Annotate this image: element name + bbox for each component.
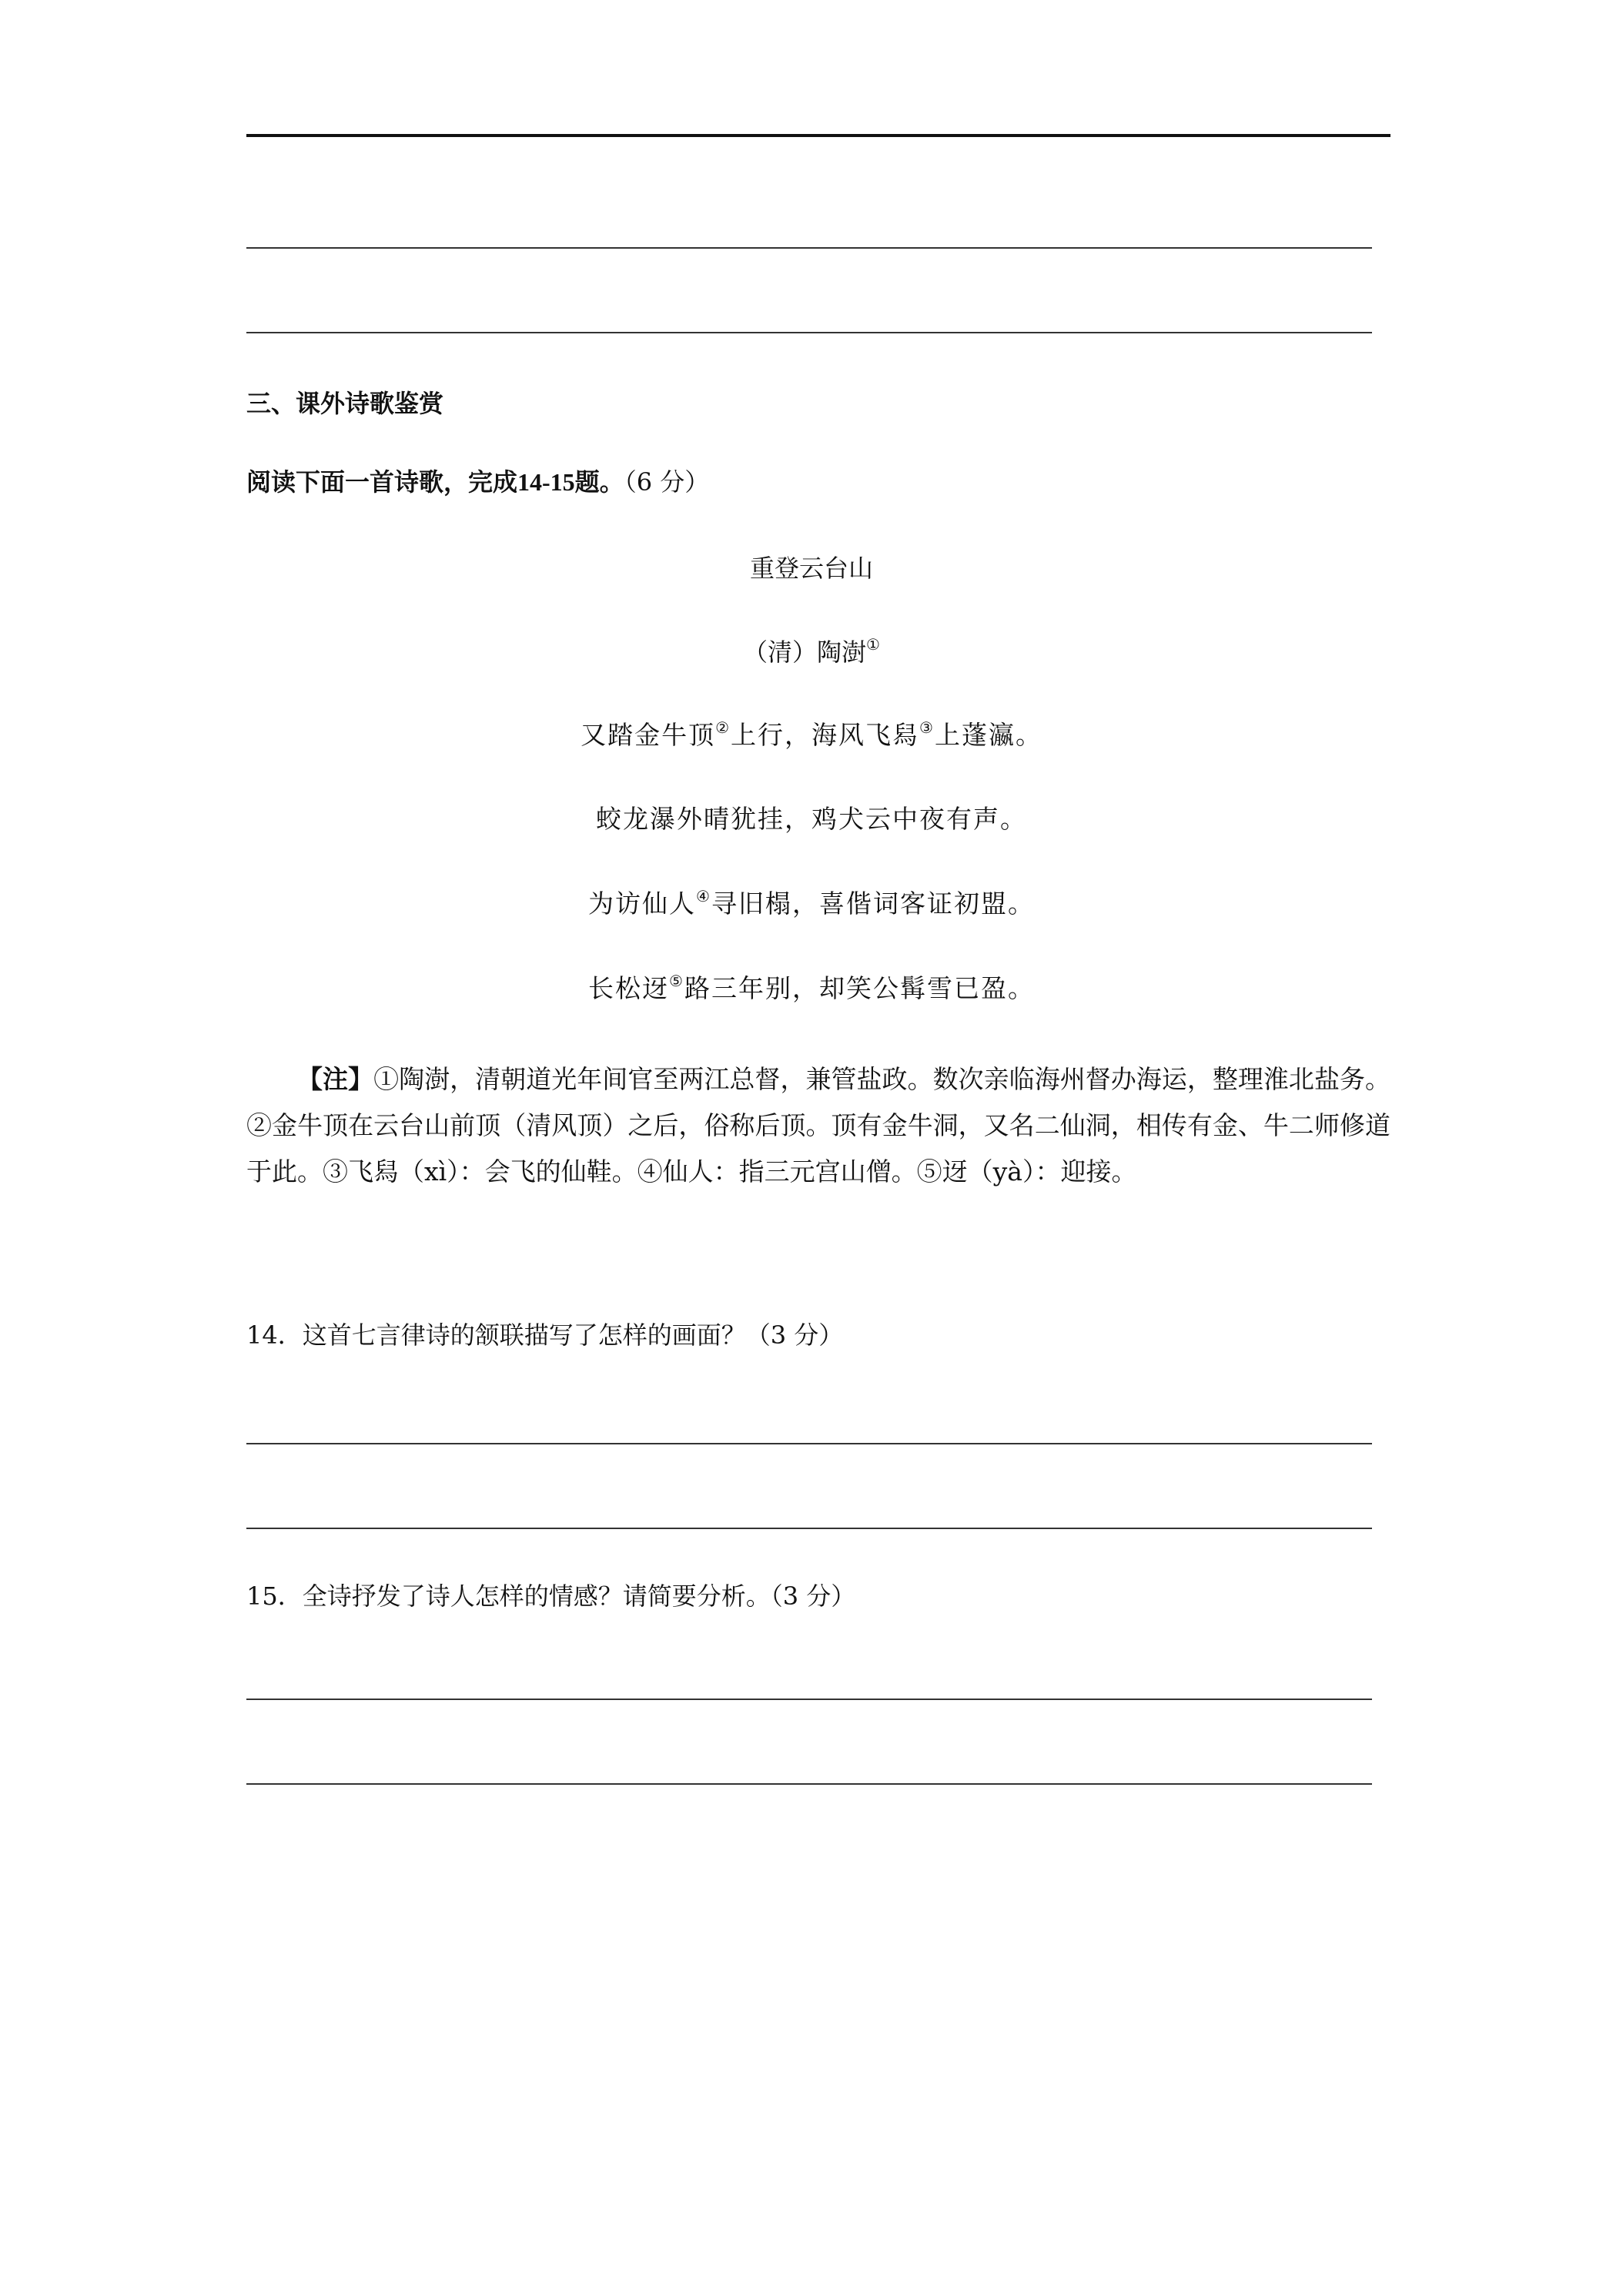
poem-author bbox=[0, 635, 1623, 669]
answer-line-top-2 bbox=[246, 247, 1372, 249]
answer-line-q14-1[interactable] bbox=[246, 1443, 1372, 1444]
instruction-text: 阅读下面一首诗歌，完成 bbox=[246, 467, 518, 497]
poem-line-3-note: ④ bbox=[696, 887, 711, 905]
instruction-range: 14-15 bbox=[517, 468, 575, 496]
poem-line-4-part-a: 长松迓 bbox=[588, 973, 670, 1003]
question-15 bbox=[246, 1579, 855, 1613]
poem-line-1-note-b: ③ bbox=[919, 718, 935, 737]
poem-line-4 bbox=[0, 972, 1623, 1006]
notes-text: ①陶澍，清朝道光年间官至两江总督，兼管盐政。数次亲临海州督办海运，整理淮北盐务。②金牛顶在云台山前顶（清风顶）之后，俗称后顶。顶有金牛洞，又名二仙洞，相传有金、牛二师修道于此。③飞舄（xì）：会飞的仙鞋。④仙人：指三元宫山僧。⑤迓（yà）：迎接。 bbox=[246, 1064, 1391, 1186]
question-14-text: 这首七言律诗的颔联描写了怎样的画面？（3 分） bbox=[302, 1320, 844, 1350]
section-instruction bbox=[246, 465, 709, 499]
poem-author-note-mark: ① bbox=[866, 635, 880, 654]
section-heading: 三、课外诗歌鉴赏 bbox=[246, 389, 444, 418]
answer-line-top-1 bbox=[246, 134, 1390, 137]
poem-line-3-part-a: 为访仙人 bbox=[588, 889, 697, 919]
question-15-number: 15． bbox=[246, 1581, 303, 1611]
poem-line-3 bbox=[0, 887, 1623, 921]
answer-line-top-3 bbox=[246, 332, 1372, 333]
poem-line-1-note-a: ② bbox=[715, 718, 731, 737]
answer-line-q15-1[interactable] bbox=[246, 1699, 1372, 1700]
poem-title: 重登云台山 bbox=[749, 554, 873, 583]
poem-line-1 bbox=[0, 718, 1623, 752]
poem-line-1-part-b: 上行，海风飞舄 bbox=[731, 720, 919, 750]
question-15-text: 全诗抒发了诗人怎样的情感？请简要分析。（3 分） bbox=[302, 1581, 856, 1611]
question-14-number: 14． bbox=[246, 1320, 303, 1350]
answer-line-q15-2[interactable] bbox=[246, 1783, 1372, 1785]
instruction-tail: 题。 bbox=[574, 467, 624, 497]
poem-line-3-part-b: 寻旧榻，喜偕词客证初盟。 bbox=[711, 889, 1035, 919]
poem-line-1-part-a: 又踏金牛顶 bbox=[581, 720, 716, 750]
poem-line-2-text: 蛟龙瀑外晴犹挂，鸡犬云中夜有声。 bbox=[596, 804, 1027, 834]
poem-line-1-part-c: 上蓬瀛。 bbox=[934, 720, 1042, 750]
poem-line-4-note: ⑤ bbox=[669, 972, 684, 990]
poem-notes bbox=[246, 1056, 1390, 1195]
poem-author-name: （清）陶澍 bbox=[743, 638, 867, 667]
poem-line-2 bbox=[0, 802, 1623, 836]
poem-line-4-part-b: 路三年别，却笑公髯雪已盈。 bbox=[684, 973, 1035, 1003]
instruction-score: （6 分） bbox=[624, 467, 710, 497]
notes-label: 【注】 bbox=[297, 1064, 374, 1094]
answer-line-q14-2[interactable] bbox=[246, 1528, 1372, 1529]
question-14 bbox=[246, 1318, 843, 1352]
